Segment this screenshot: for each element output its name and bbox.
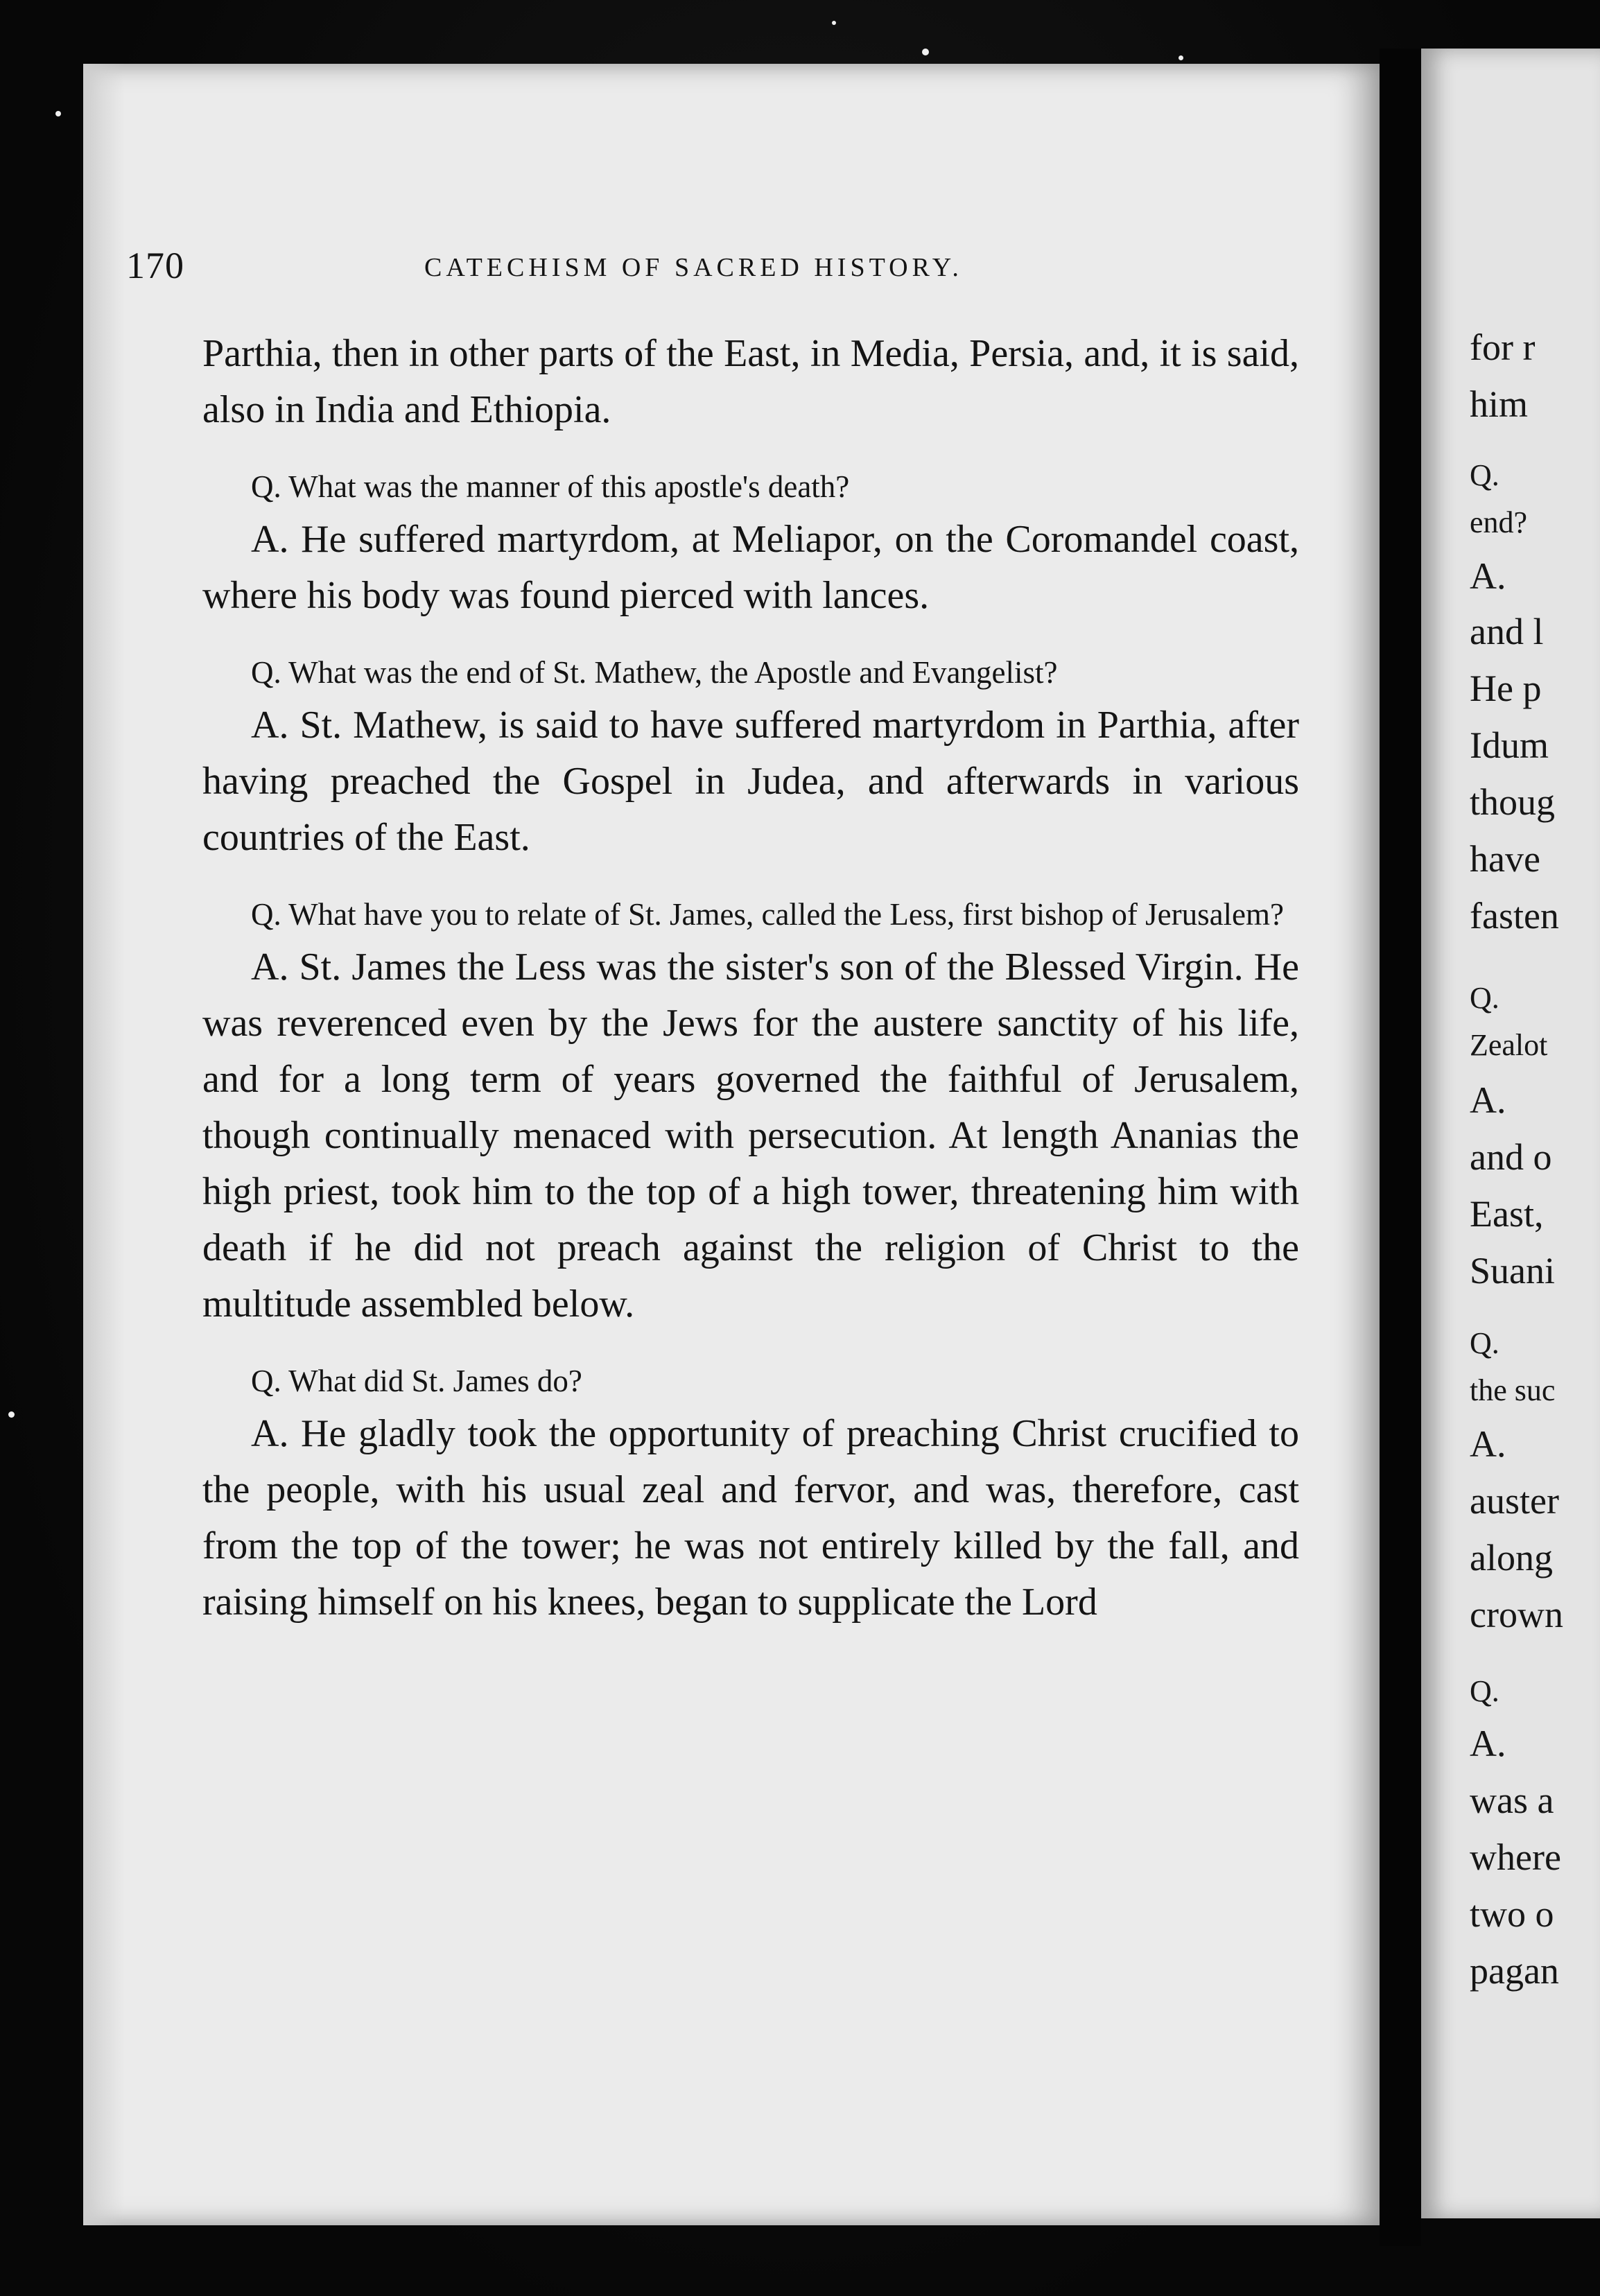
right-fragment: East,	[1470, 1193, 1544, 1235]
right-fragment: pagan	[1470, 1950, 1559, 1992]
question-st-james-do: Q. What did St. James do?	[251, 1364, 582, 1398]
right-fragment: Zealot	[1470, 1028, 1548, 1062]
right-fragment: was a	[1470, 1780, 1554, 1821]
right-fragment: Q.	[1470, 458, 1499, 492]
running-head	[126, 244, 1277, 299]
right-fragment: where	[1470, 1836, 1561, 1878]
dust-speck	[832, 21, 836, 25]
right-fragment: crown	[1470, 1594, 1563, 1635]
right-fragment: have	[1470, 838, 1540, 880]
right-fragment: A.	[1470, 1079, 1506, 1121]
right-fragment: for r	[1470, 327, 1536, 368]
running-title: CATECHISM OF SACRED HISTORY.	[424, 253, 963, 282]
right-fragment: Q.	[1470, 1326, 1499, 1360]
right-fragment: and o	[1470, 1136, 1552, 1178]
right-fragment: and l	[1470, 611, 1544, 652]
right-fragment: fasten	[1470, 895, 1559, 937]
answer-continuation: Parthia, then in other parts of the East, in Media, Persia, and, it is said, also in India and Ethiopia.	[202, 332, 1299, 431]
answer-st-james-do: A. He gladly took the opportunity of preaching Christ crucified to the people, with his usual zeal and fervor, and was, therefore, cast from the top of the tower; he was not entirely killed by the fall, and raising himself on his knees, began to supplicate the Lord	[202, 1412, 1299, 1624]
right-fragment: auster	[1470, 1480, 1559, 1522]
right-fragment: him	[1470, 383, 1529, 425]
right-fragment: two o	[1470, 1893, 1554, 1935]
right-fragment: A.	[1470, 1423, 1506, 1465]
book-gutter	[1380, 49, 1421, 2246]
question-st-james-less: Q. What have you to relate of St. James, called the Less, first bishop of Jerusalem?	[251, 897, 1285, 932]
page-body	[202, 326, 1299, 1630]
answer-apostle-death: A. He suffered martyrdom, at Meliapor, on the Coromandel coast, where his body was found pierced with lances.	[202, 518, 1299, 617]
question-st-mathew: Q. What was the end of St. Mathew, the Apostle and Evangelist?	[251, 655, 1058, 690]
right-fragment: the suc	[1470, 1373, 1556, 1407]
right-fragment: end?	[1470, 505, 1528, 539]
answer-st-james-less: A. St. James the Less was the sister's son of the Blessed Virgin. He was reverenced even by the Jews for the austere sanctity of his life, and for a long term of years governed the faithful of Jerusalem, though continually menaced with persecution. At length Ananias the high priest, took him to the top of a high tower, threatening him with death if he did not preach against the religion of Christ to the multitude assembled below.	[202, 946, 1299, 1325]
right-fragment: Q.	[1470, 1674, 1499, 1708]
dust-speck	[8, 1411, 15, 1418]
dust-speck	[55, 111, 61, 116]
dust-speck	[922, 49, 929, 55]
page-number: 170	[126, 245, 184, 286]
right-fragment: along	[1470, 1537, 1553, 1578]
right-fragment: A.	[1470, 1723, 1506, 1764]
right-fragment: A.	[1470, 555, 1506, 597]
right-fragment: He p	[1470, 668, 1542, 709]
right-fragment: Q.	[1470, 981, 1499, 1015]
answer-st-mathew: A. St. Mathew, is said to have suffered martyrdom in Parthia, after having preached the Gospel in Judea, and afterwards in various countries of the East.	[202, 704, 1299, 859]
right-fragment: Suani	[1470, 1250, 1556, 1292]
dust-speck	[1179, 55, 1183, 60]
right-fragment: Idum	[1470, 724, 1549, 766]
right-fragment: thoug	[1470, 781, 1556, 823]
question-apostle-death: Q. What was the manner of this apostle's death?	[251, 469, 850, 504]
